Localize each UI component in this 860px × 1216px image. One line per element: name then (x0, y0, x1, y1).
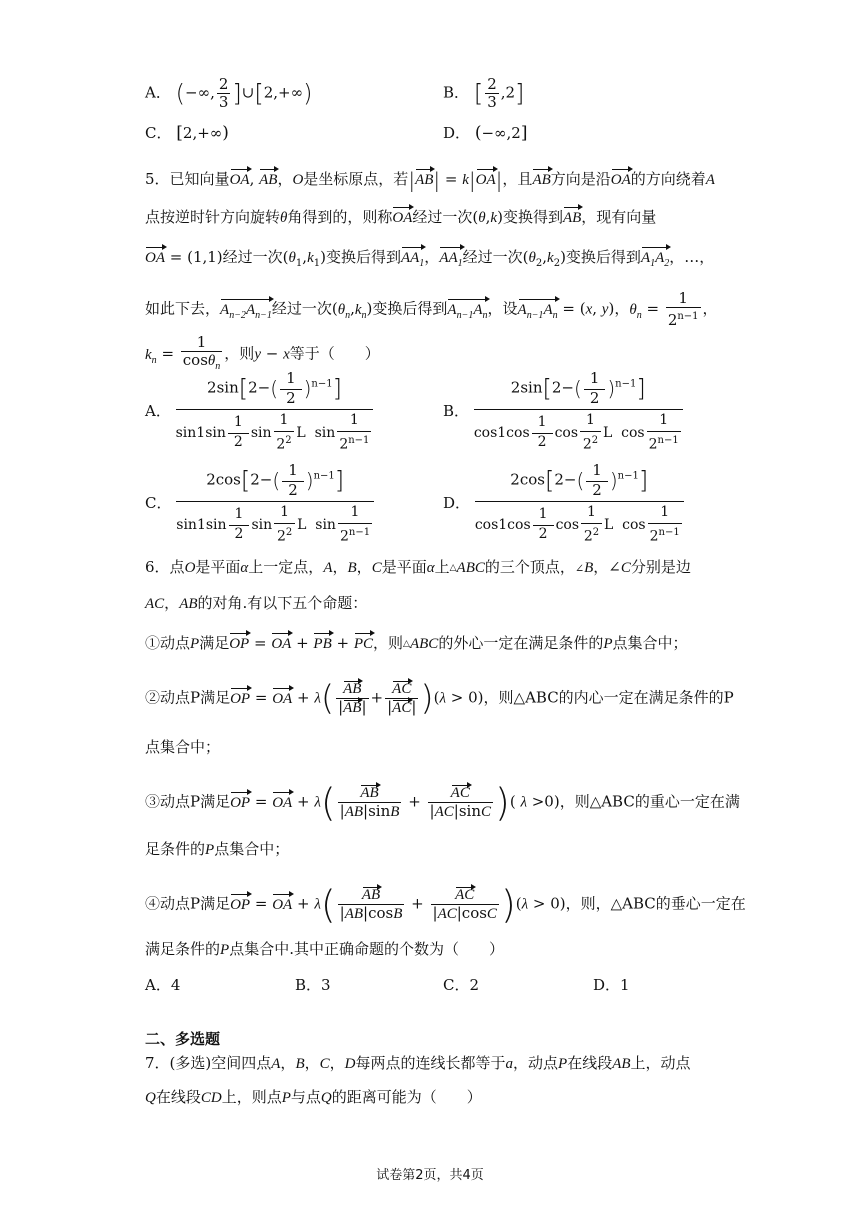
q5-option-c-label: C． (145, 493, 172, 512)
q6-prop-2: ②动点P满足OP = OA + λ( $\frac{AB}{|AB|}$ + $\frac{AC}{|AC|}$ )(λ > 0)，则△ABC的内心一定在满足条件的P (145, 678, 734, 719)
q6-prop-1: ①动点P满足OP = OA + PB + PC，则△ABC的外心一定在满足条件的P点集合中； (145, 632, 688, 655)
q5-line-2: 点按逆时针方向旋转θ角得到的，则称OA经过一次(θ,k)变换得到AB，现有向量 (145, 206, 656, 229)
q7-line-1: 7．(多选)空间四点A，B，C，D每两点的连线长都等于a，动点P在线段AB上，动点 (145, 1054, 691, 1072)
q6-prop-4: ④动点P满足OP = OA + λ( $\frac{AB}{|AB|\cos B}$ + $\frac{AC}{|AC|\cos C}$ )(λ > 0)，则，△ABC的垂心一定在 (145, 882, 746, 927)
q5-option-d: D． 2cos[2−( $\frac{1}{2}$ )$^{n-1}$] cos1cos $\frac{1}{2}$ cos $\frac{1}{2^2}$ L cos $\frac{1}{2^{n-1}}$ (443, 462, 684, 546)
q6-option-c: C．2 (443, 976, 480, 994)
q7-line-2: Q在线段CD上，则点P与点Q的距离可能为（ ） (145, 1088, 482, 1106)
q4-option-a-label: A． (145, 83, 171, 102)
q6-prop-2-cont: 点集合中； (145, 738, 221, 756)
q4-option-c: C． [2,+∞) (145, 123, 229, 143)
q5-line-3: OA = (1,1)经过一次$(\theta_1,k_1)$变换后得到$AA_1$，$AA_1$经过一次$(\theta_2,k_2)$变换后得到$A_1A_2$，…， (145, 246, 714, 275)
q5-line-5: $k_n$ = $\frac{1}{\cos\theta_n}$ ，则y − x等于（ ） (145, 333, 380, 372)
q5-option-c: C． 2cos[2−( $\frac{1}{2}$ )$^{n-1}$] sin1sin $\frac{1}{2}$ sin $\frac{1}{2^2}$ L sin $\frac{1}{2^{n-1}}$ (145, 462, 374, 546)
q6-line-1: 6．点O是平面α上一定点，A，B，C是平面α上△ABC的三个顶点，∠B，∠C分别是边 (145, 558, 691, 576)
q4-option-b-label: B． (443, 83, 470, 102)
q6-number: 6． (145, 558, 170, 576)
q6-option-d: D．1 (593, 976, 630, 994)
q4-option-a: A． (−∞, $\frac{2}{3}$ ]∪[2,+∞) (145, 75, 313, 111)
q6-prop-2-tail: ，则△ABC的内心一定在满足条件的P (483, 688, 734, 707)
q5-option-b: B． 2sin[2−( $\frac{1}{2}$ )$^{n-1}$] cos1cos $\frac{1}{2}$ cos $\frac{1}{2^2}$ L cos $\frac{1}{2^{n-1}}$ (443, 370, 683, 454)
page-footer: 试卷第2页，共4页 (376, 1168, 484, 1183)
q6-prop-4-tail: ，则，△ABC的垂心一定在 (565, 894, 746, 913)
q6-line-2: AC，AB的对角.有以下五个命题： (145, 594, 368, 612)
q4-option-b: B． [ $\frac{2}{3}$ ,2] (443, 75, 525, 111)
q5-option-d-label: D． (443, 493, 471, 512)
q6-prop-4-lead: ④动点P满足 (145, 894, 231, 913)
q4-option-d: D． (−∞,2] (443, 123, 528, 143)
q4-option-c-label: C． (145, 124, 172, 142)
section-title: 二、多选题 (145, 1030, 221, 1048)
q6-prop-2-lead: ②动点P满足 (145, 688, 231, 707)
q5-option-a-label: A． (145, 401, 171, 420)
q6-prop-4-cont: 满足条件的P点集合中.其中正确命题的个数为（ ） (145, 940, 504, 958)
q5-option-a: A． 2sin[2−( $\frac{1}{2}$ )$^{n-1}$] sin1sin $\frac{1}{2}$ sin $\frac{1}{2^2}$ L sin $\frac{1}{2^{n-1}}$ (145, 370, 373, 454)
q5-line-4: 如此下去，$A_{n-2}A_{n-1}$经过一次$(\theta_n,k_n)$变换后得到$A_{n-1}A_n$，设$A_{n-1}A_n = (x$, y)，$\theta_n$ = $\frac{1}{2^{n-1}}$ ， (145, 289, 718, 329)
q4-option-d-label: D． (443, 124, 471, 142)
q6-prop-3: ③动点P满足OP = OA + λ( $\frac{AB}{|AB|\sin B}$ + $\frac{AC}{|AC|\sin C}$ )( λ >0)，则△ABC的重心一定在满 (145, 780, 740, 825)
q6-prop-3-cont: 足条件的P点集合中； (145, 840, 290, 858)
q6-option-b: B．3 (295, 976, 331, 994)
q6-prop-3-tail: ，则△ABC的重心一定在满 (559, 792, 740, 811)
q6-prop-3-lead: ③动点P满足 (145, 792, 231, 811)
q5-line-1: 5．已知向量OA, AB，O是坐标原点，若|AB| = k|OA|，且AB方向是沿OA的方向绕着A (145, 168, 715, 192)
q5-number: 5． (145, 170, 170, 188)
q6-option-a: A．4 (145, 976, 181, 994)
q5-option-b-label: B． (443, 401, 470, 420)
